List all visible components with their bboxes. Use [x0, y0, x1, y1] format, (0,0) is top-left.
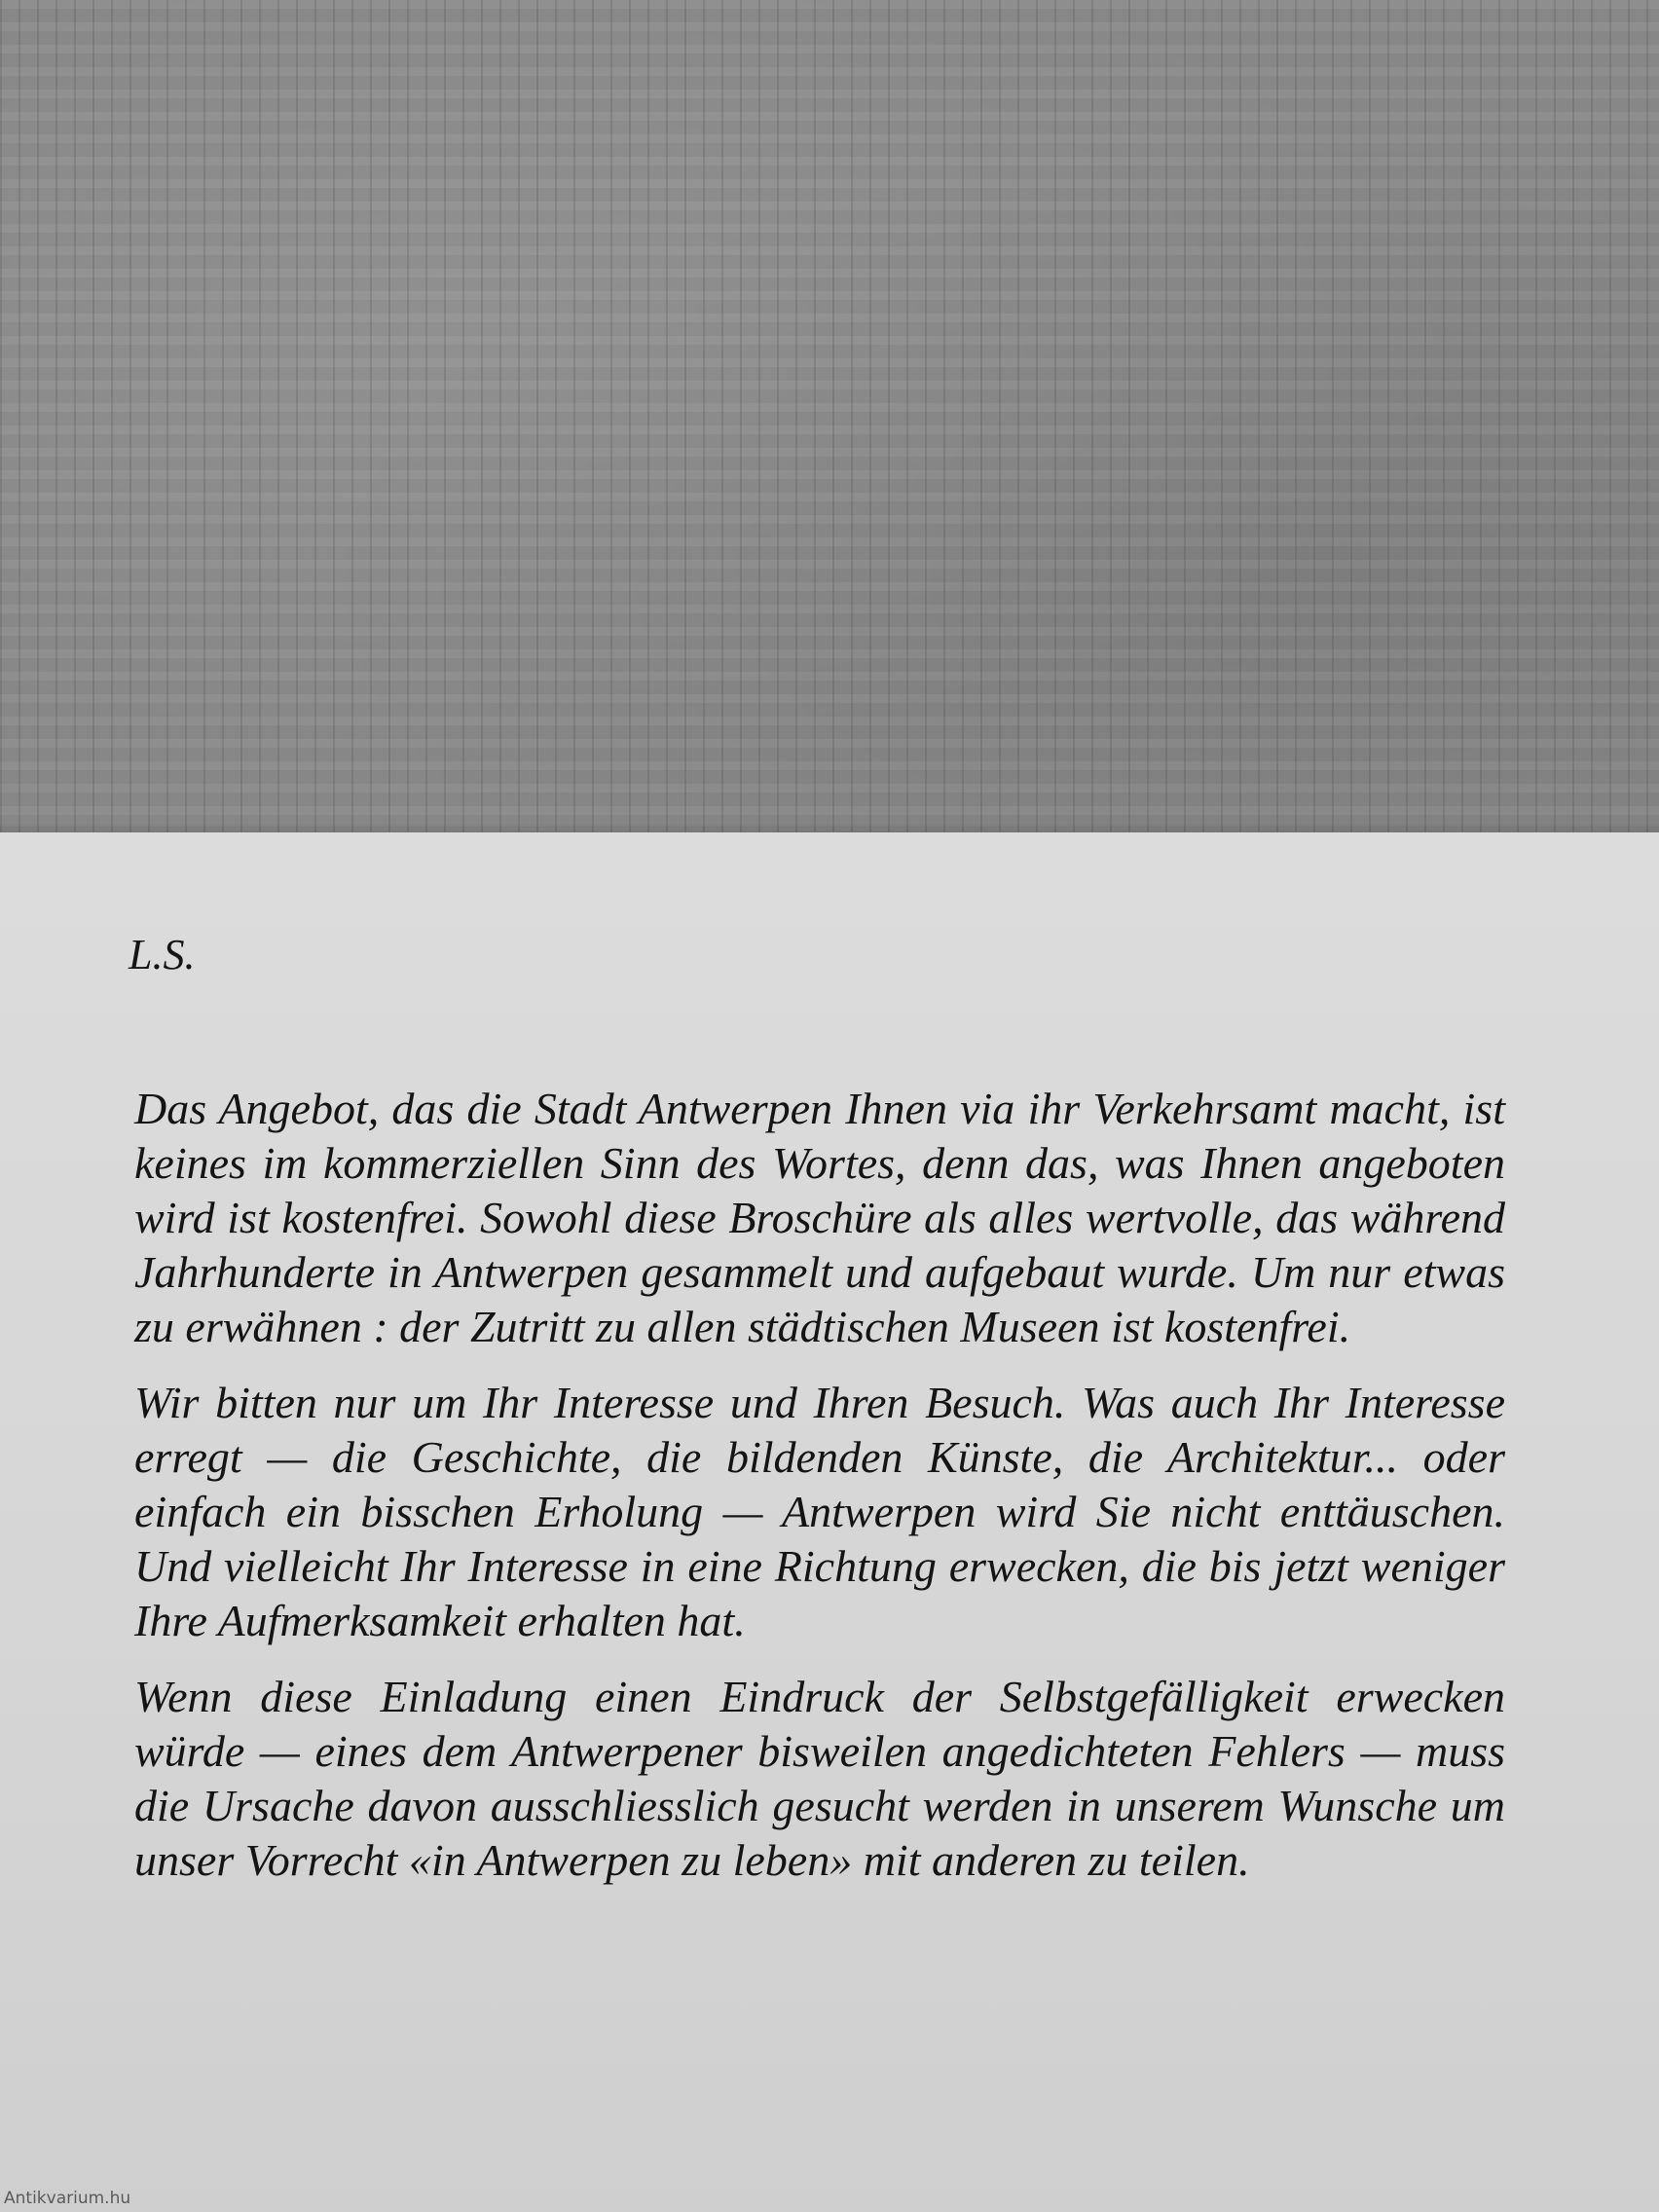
cover-texture [0, 0, 1659, 837]
salutation: L.S. [129, 931, 196, 978]
document-page [0, 832, 1659, 2212]
body-text [134, 1082, 1505, 1909]
paragraph-3: Wenn diese Einladung einen Eindruck der Selbstgefälligkeit erwecken würde — eines dem Antwerpener bisweilen angedichteten Fehlers — muss die Ursache davon ausschliesslich gesucht werden in unserem Wunsche um unser Vorrecht «in Antwerpen zu leben» mit anderen zu teilen. [134, 1672, 1505, 1885]
watermark: Antikvarium.hu [4, 2189, 131, 2208]
paragraph-1: Das Angebot, das die Stadt Antwerpen Ihnen via ihr Verkehrsamt macht, ist keines im kommerziellen Sinn des Wortes, denn das, was Ihnen angeboten wird ist kostenfrei. Sowohl diese Broschüre als alles wertvolle, das während Jahrhunderte in Antwerpen gesammelt und aufgebaut wurde. Um nur etwas zu erwähnen : der Zutritt zu allen städtischen Museen ist kostenfrei. [134, 1084, 1505, 1351]
paragraph-2: Wir bitten nur um Ihr Interesse und Ihren Besuch. Was auch Ihr Interesse erregt — die Geschichte, die bildenden Künste, die Architektur... oder einfach ein bisschen Erholung — Antwerpen wird Sie nicht enttäuschen. Und vielleicht Ihr Interesse in eine Richtung erwecken, die bis jetzt weniger Ihre Aufmerksamkeit erhalten hat. [134, 1378, 1505, 1645]
